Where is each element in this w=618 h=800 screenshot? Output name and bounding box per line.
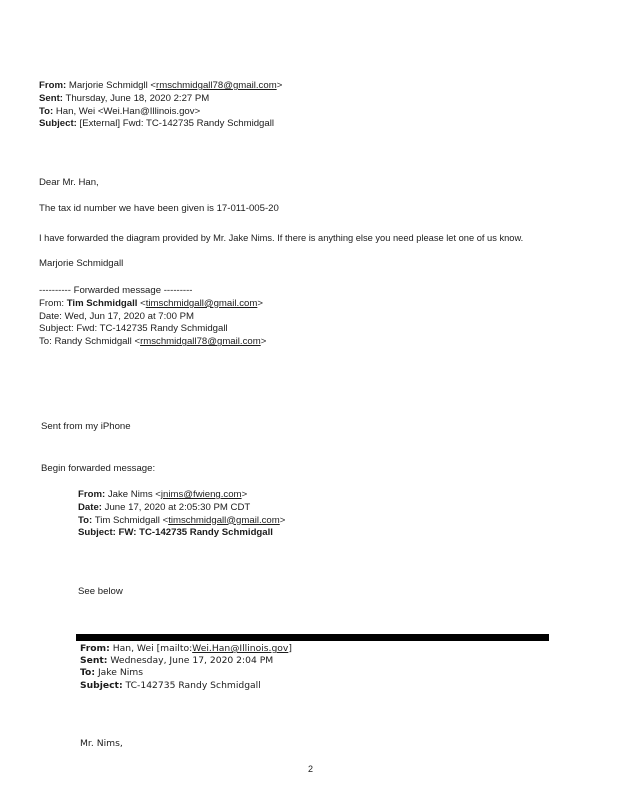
page-number: 2 [308, 764, 314, 774]
forward-separator: ---------- Forwarded message --------- [39, 285, 193, 296]
fwd1-to-email-link[interactable]: rmschmidgall78@gmail.com [140, 336, 261, 348]
header-subject-line [39, 118, 282, 131]
message-divider [76, 634, 549, 641]
fwd3-sent-line [80, 655, 292, 667]
fwd3-sent-label: Sent: [80, 655, 108, 667]
fwd1-date-line: Date: Wed, Jun 17, 2020 at 7:00 PM [39, 310, 195, 322]
fwd1-subject-line: Subject: Fwd: TC-142735 Randy Schmidgall [39, 323, 228, 335]
fwd2-subject-line [78, 527, 285, 540]
fwd3-from-name: Han, Wei [mailto: [109, 643, 193, 654]
fwd2-to-line [78, 515, 285, 528]
header-subject-value: [External] Fwd: TC-142735 Randy Schmidgall [79, 118, 274, 130]
fwd1-from-label: From: [39, 297, 65, 309]
fwd1-to-line [39, 336, 266, 349]
fwd3-subject-line [80, 680, 292, 692]
tax-id-line: The tax id number we have been given is 17-011-005-20 [39, 203, 279, 214]
header-to-line [39, 106, 282, 119]
fwd2-from-close: > [241, 489, 248, 500]
header-from-line [39, 80, 282, 93]
fwd3-to-value: Jake Nims [95, 667, 144, 679]
fwd1-from-line [39, 298, 266, 311]
header-from-label: From: [39, 80, 67, 91]
begin-forwarded: Begin forwarded message: [41, 463, 156, 474]
fwd2-subject-label: Subject: [78, 527, 116, 539]
sent-from-iphone: Sent from my iPhone [41, 421, 131, 432]
header-from-name: Marjorie Schmidgll < [68, 80, 157, 91]
header-subject-label: Subject: [39, 118, 77, 130]
fwd2-from-name: Jake Nims < [105, 489, 161, 500]
fwd2-to-email-link[interactable]: timschmidgall@gmail.com [168, 514, 280, 526]
salutation: Mr. Nims, [80, 738, 123, 749]
fwd1-from-open: < [137, 297, 146, 309]
fwd1-from-close: > [257, 297, 263, 309]
fwd1-to-close: > [260, 336, 267, 348]
fwd1-to-prefix: To: Randy Schmidgall < [39, 336, 141, 348]
fwd2-to-label: To: [78, 514, 93, 526]
forwarded-message-3 [80, 643, 292, 692]
fwd3-from-line [80, 643, 292, 655]
header-sent-line [39, 93, 282, 106]
fwd3-from-close: ] [288, 643, 292, 654]
fwd3-subject-label: Subject: [80, 679, 123, 691]
forwarded-message-2 [78, 489, 285, 540]
fwd3-to-line [80, 667, 292, 679]
fwd2-date-value: June 17, 2020 at 2:05:30 PM CDT [102, 501, 251, 513]
fwd3-sent-value: Wednesday, June 17, 2020 2:04 PM [107, 655, 274, 667]
email-header [39, 80, 282, 131]
fwd2-to-close: > [279, 514, 286, 526]
fwd3-to-label: To: [80, 667, 96, 679]
header-from-email-link[interactable]: rmschmidgall78@gmail.com [156, 80, 277, 91]
header-sent-value: Thursday, June 18, 2020 2:27 PM [65, 92, 210, 104]
header-sent-label: Sent: [39, 92, 63, 104]
signature: Marjorie Schmidgall [39, 258, 124, 269]
forwarded-message-1 [39, 285, 266, 349]
fwd2-from-label: From: [78, 489, 106, 500]
fwd3-from-label: From: [80, 643, 110, 654]
see-below-note: See below [78, 586, 123, 597]
header-from-close: > [276, 80, 283, 91]
fwd2-to-name: Tim Schmidgall < [92, 514, 169, 526]
greeting: Dear Mr. Han, [39, 177, 99, 188]
header-to-label: To: [39, 105, 54, 117]
fwd2-from-line [78, 489, 285, 502]
fwd2-subject-value: FW: TC-142735 Randy Schmidgall [115, 527, 273, 539]
fwd2-date-line [78, 502, 285, 515]
fwd2-from-email-link[interactable]: jnims@fwieng.com [160, 489, 242, 500]
fwd3-subject-value: TC-142735 Randy Schmidgall [122, 679, 261, 691]
header-to-value: Han, Wei <Wei.Han@Illinois.gov> [55, 105, 201, 117]
fwd1-from-name: Tim Schmidgall [66, 297, 138, 309]
fwd2-date-label: Date: [78, 501, 102, 513]
fwd1-from-email-link[interactable]: timschmidgall@gmail.com [145, 297, 258, 309]
fwd3-from-email-link[interactable]: Wei.Han@Illinois.gov [192, 643, 289, 654]
forwarded-note: I have forwarded the diagram provided by Mr. Jake Nims. If there is anything else you need please let one of us know. [39, 233, 524, 243]
